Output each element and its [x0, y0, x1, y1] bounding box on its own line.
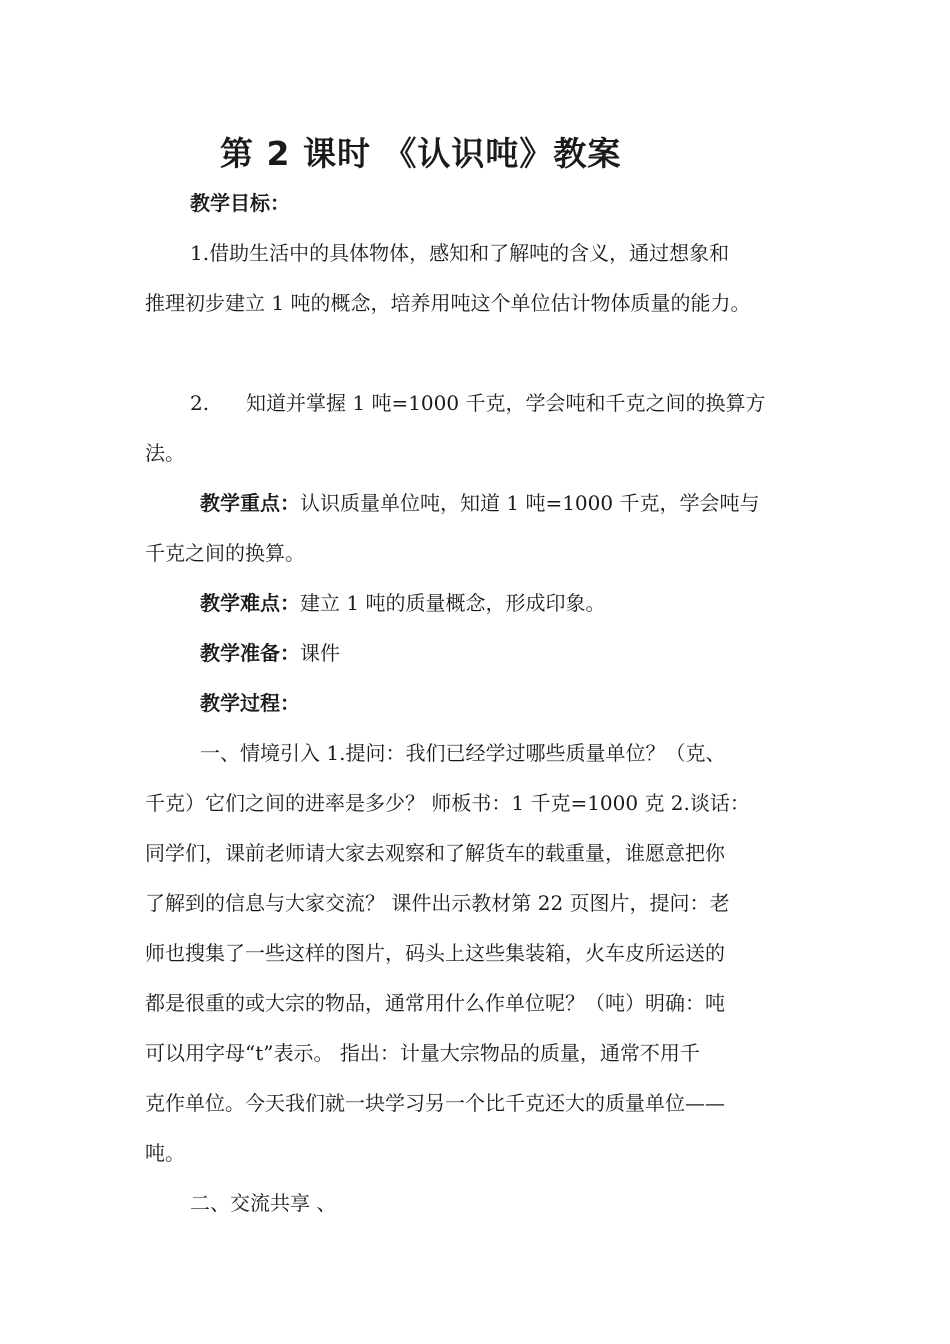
difficulties-label: 教学难点： [200, 591, 300, 615]
process-paragraph-line: 克作单位。今天我们就一块学习另一个比千克还大的质量单位—— [145, 1091, 725, 1115]
process-paragraph-line: 吨。 [145, 1141, 185, 1165]
difficulties-text: 建立 1 吨的质量概念，形成印象。 [300, 591, 606, 615]
process-paragraph-line: 千克）它们之间的进率是多少？ 师板书：1 千克=1000 克 2.谈话： [145, 791, 750, 815]
process-paragraph-line: 了解到的信息与大家交流？ 课件出示教材第 22 页图片，提问：老 [145, 891, 730, 915]
process-label: 教学过程： [200, 691, 300, 715]
key-points-line-1 [200, 490, 759, 516]
process-paragraph-line: 同学们，课前老师请大家去观察和了解货车的载重量，谁愿意把你 [145, 841, 725, 865]
section-2-heading: 二、交流共享 、 [190, 1191, 337, 1215]
key-points-text: 认识质量单位吨，知道 1 吨=1000 千克，学会吨与 [300, 491, 760, 515]
objective-2-number: 2. [190, 391, 210, 415]
preparation-label: 教学准备： [200, 641, 300, 665]
objective-2-line-2: 法。 [145, 441, 185, 465]
objective-1-line-1: 1.借助生活中的具体物体，感知和了解吨的含义，通过想象和 [190, 241, 730, 265]
difficulties-line [200, 590, 605, 616]
objectives-label: 教学目标： [190, 191, 290, 215]
objective-2-line-1: 知道并掌握 1 吨=1000 千克，学会吨和千克之间的换算方 [246, 391, 766, 415]
preparation-text: 课件 [300, 641, 340, 665]
objective-1-line-2: 推理初步建立 1 吨的概念，培养用吨这个单位估计物体质量的能力。 [145, 291, 751, 315]
key-points-label: 教学重点： [200, 491, 300, 515]
key-points-line-2: 千克之间的换算。 [145, 541, 305, 565]
process-paragraph-line: 可以用字母“t”表示。 指出：计量大宗物品的质量，通常不用千 [145, 1041, 700, 1065]
page-title: 第 2 课时 《认识吨》教案 [220, 134, 622, 173]
process-paragraph-line: 师也搜集了一些这样的图片，码头上这些集装箱，火车皮所运送的 [145, 941, 725, 965]
process-paragraph-line: 一、情境引入 1.提问：我们已经学过哪些质量单位？（克、 [200, 741, 726, 765]
preparation-line [200, 640, 340, 666]
process-paragraph-line: 都是很重的或大宗的物品，通常用什么作单位呢？（吨）明确：吨 [145, 991, 725, 1015]
